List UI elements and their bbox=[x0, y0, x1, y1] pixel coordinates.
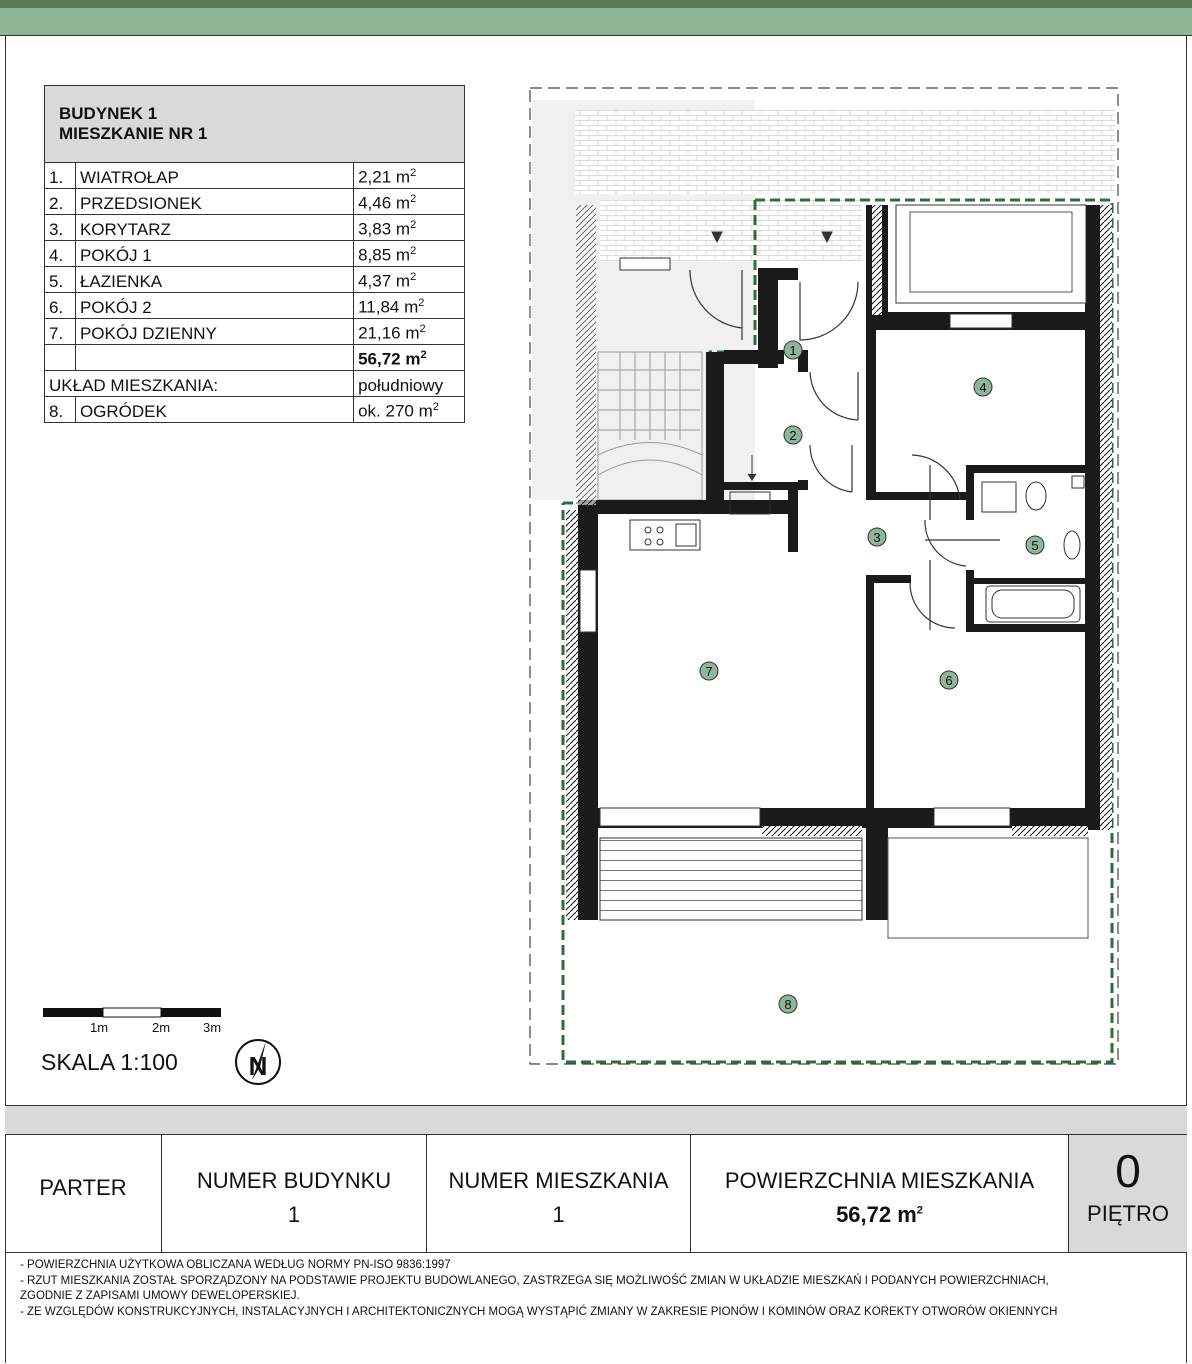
layout-value: południowy bbox=[354, 371, 465, 397]
room-label-4: 4 bbox=[979, 380, 987, 395]
table-row bbox=[45, 163, 465, 189]
notes bbox=[20, 1258, 1057, 1320]
room-name: WIATROŁAP bbox=[75, 163, 353, 189]
room-area: 4,46 $m^2$ bbox=[354, 189, 465, 215]
room-no: 1. bbox=[45, 163, 76, 189]
table-row bbox=[45, 215, 465, 241]
room-name: KORYTARZ bbox=[75, 215, 353, 241]
room-table bbox=[44, 85, 465, 423]
note-line: - RZUT MIESZKANIA ZOSTAŁ SPORZĄDZONY NA PODSTAWIE PROJEKTU BUDOWLANEGO, ZASTRZEGA SIĘ MOŻLIWOŚĆ ZMIAN W UKŁADZIE MIESZKAŃ I PODANYCH POWIERZCHNIACH, bbox=[20, 1274, 1049, 1287]
room-label-2: 2 bbox=[789, 428, 797, 443]
room-name: ŁAZIENKA bbox=[75, 267, 353, 293]
room-area: 21,16 $m^2$ bbox=[354, 319, 465, 345]
room-name: POKÓJ 1 bbox=[75, 241, 353, 267]
room-area: 3,83 $m^2$ bbox=[354, 215, 465, 241]
info-bottom-line bbox=[5, 1252, 1187, 1253]
room-label-5: 5 bbox=[1031, 538, 1039, 553]
room-no: 6. bbox=[45, 293, 76, 319]
room-area: 8,85 $m^2$ bbox=[354, 241, 465, 267]
layout-label: UKŁAD MIESZKANIA: bbox=[45, 371, 354, 397]
scale-2m: 2m bbox=[152, 1020, 171, 1035]
apartment-number-cell bbox=[427, 1135, 691, 1252]
room-no: 7. bbox=[45, 319, 76, 345]
floor-name-cell bbox=[5, 1135, 162, 1252]
scale-1m: 1m bbox=[90, 1020, 109, 1035]
apartment-area-label: POWIERZCHNIA MIESZKANIA bbox=[724, 1168, 1035, 1193]
table-row bbox=[45, 189, 465, 215]
table-row bbox=[45, 319, 465, 345]
note-line: - POWIERZCHNIA UŻYTKOWA OBLICZANA WEDŁUG NORMY PN-ISO 9836:1997 bbox=[20, 1259, 451, 1271]
scale-bar bbox=[43, 1007, 223, 1019]
layout-row bbox=[45, 371, 465, 397]
apartment-area-value: 56,72 $m^2$ bbox=[836, 1202, 923, 1227]
apartment-title: MIESZKANIE NR 1 bbox=[59, 124, 208, 143]
room-label-3: 3 bbox=[873, 530, 881, 545]
room-name: PRZEDSIONEK bbox=[75, 189, 353, 215]
building-title: BUDYNEK 1 bbox=[59, 104, 158, 123]
garden-row bbox=[45, 397, 465, 423]
garden-no: 8. bbox=[45, 397, 76, 423]
building-number-cell bbox=[162, 1135, 427, 1252]
garden-name: OGRÓDEK bbox=[75, 397, 353, 423]
table-row bbox=[45, 293, 465, 319]
garden-area: ok. 270 $m^2$ bbox=[354, 397, 465, 423]
floor-word: PIĘTRO bbox=[1087, 1201, 1169, 1226]
top-photo-strip bbox=[0, 0, 1192, 8]
note-line: - ZE WZGLĘDÓW KONSTRUKCYJNYCH, INSTALACYJNYCH I ARCHITEKTONICZNYCH MOGĄ WYSTĄPIĆ ZMIANY W ZAKRESIE PIONÓW I KOMINÓW ORAZ KOREKTY OTWORÓW OKIENNYCH bbox=[20, 1305, 1058, 1318]
building-number-label: NUMER BUDYNKU bbox=[196, 1168, 392, 1193]
room-area: 2,21 $m^2$ bbox=[354, 163, 465, 189]
scale-label: SKALA 1:100 bbox=[41, 1049, 178, 1075]
room-name: POKÓJ DZIENNY bbox=[75, 319, 353, 345]
room-label-8: 8 bbox=[784, 997, 792, 1012]
info-grey-band bbox=[5, 1105, 1187, 1135]
room-label-7: 7 bbox=[705, 664, 713, 679]
apartment-number-value: 1 bbox=[552, 1202, 565, 1227]
table-row bbox=[45, 267, 465, 293]
floor-plan bbox=[525, 84, 1125, 1069]
room-no: 2. bbox=[45, 189, 76, 215]
apartment-area-cell bbox=[691, 1135, 1069, 1252]
svg-text:N: N bbox=[248, 1051, 268, 1081]
floor-name: PARTER bbox=[39, 1175, 127, 1200]
floor-number-cell bbox=[1069, 1135, 1187, 1252]
scale-3m: 3m bbox=[203, 1020, 222, 1035]
room-label-1: 1 bbox=[789, 343, 797, 358]
room-no: 4. bbox=[45, 241, 76, 267]
room-area: 4,37 $m^2$ bbox=[354, 267, 465, 293]
floor-number: 0 bbox=[1115, 1145, 1141, 1197]
room-area: 11,84 $m^2$ bbox=[354, 293, 465, 319]
total-row bbox=[45, 345, 465, 371]
room-no: 3. bbox=[45, 215, 76, 241]
note-line: ZGODNIE Z ZAPISAMI UMOWY DEWELOPERSKIEJ. bbox=[20, 1290, 300, 1302]
building-number-value: 1 bbox=[287, 1202, 301, 1227]
room-no: 5. bbox=[45, 267, 76, 293]
north-compass-icon bbox=[233, 1037, 283, 1087]
room-name: POKÓJ 2 bbox=[75, 293, 353, 319]
table-row bbox=[45, 241, 465, 267]
table-header bbox=[45, 86, 465, 163]
total-area: 56,72 $m^2$ bbox=[354, 345, 465, 371]
apartment-number-label: NUMER MIESZKANIA bbox=[448, 1168, 669, 1193]
room-label-6: 6 bbox=[945, 673, 953, 688]
